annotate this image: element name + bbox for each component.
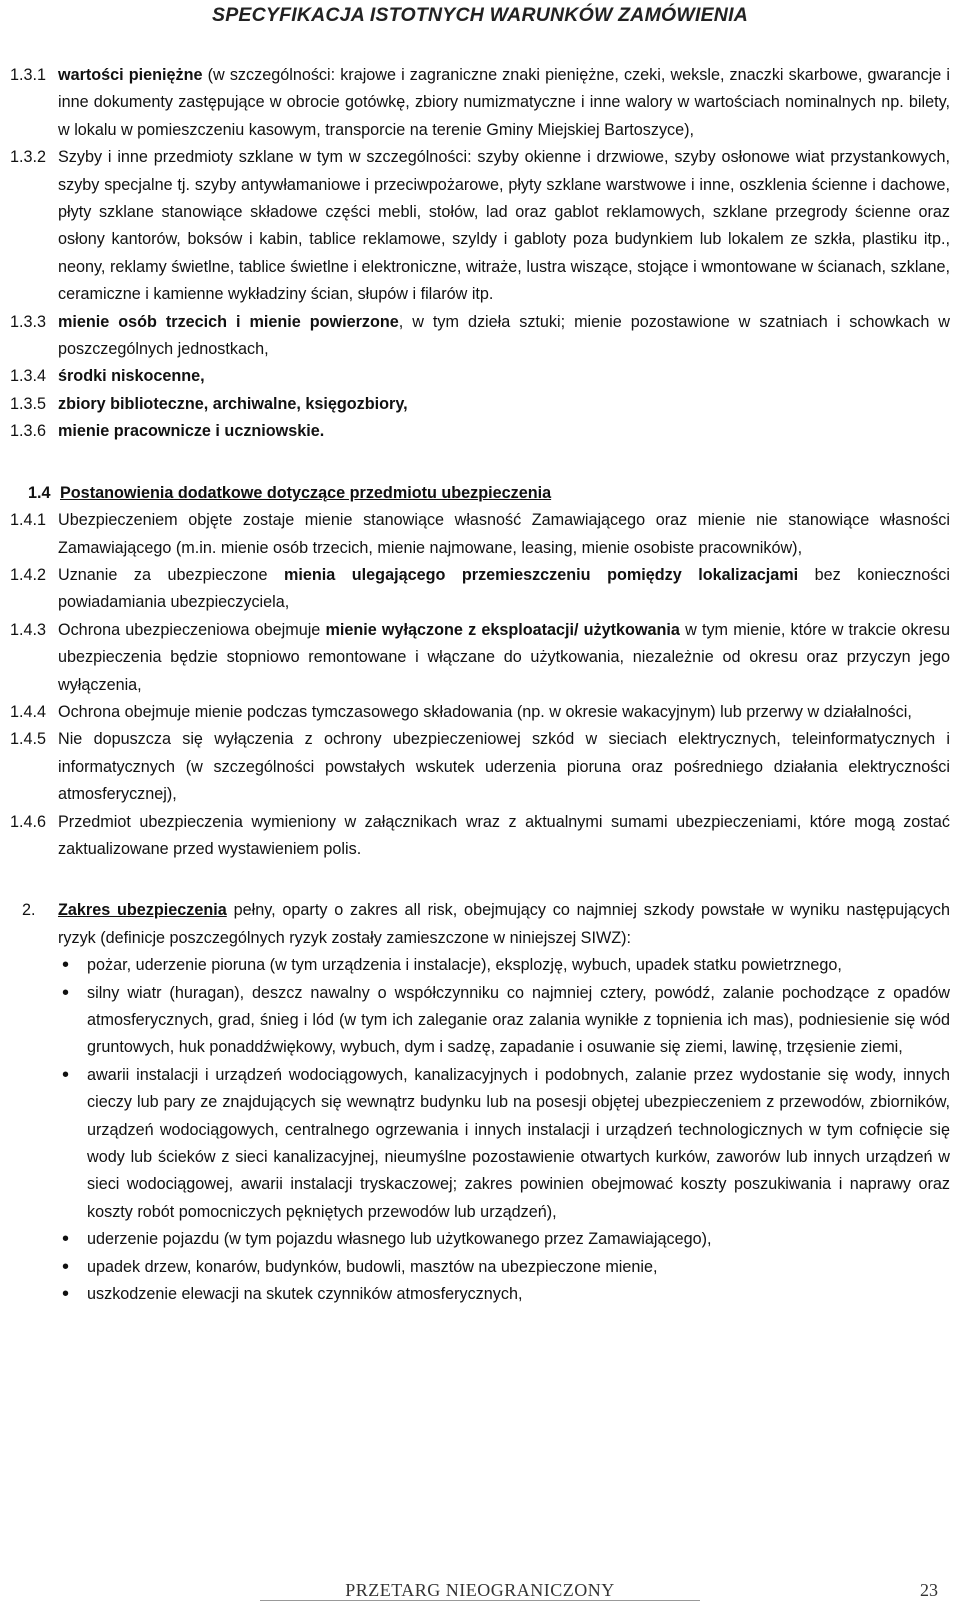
item-text-pre: Ochrona obejmuje mienie podczas tymczasowego składowania (np. w okresie wakacyjnym) lub przerwy w działalności,: [58, 702, 912, 721]
bullet-icon: •: [62, 981, 70, 1004]
item-number: 1.4.2: [10, 565, 47, 584]
item-text: [58, 62, 950, 144]
item-text: [58, 418, 950, 445]
bullet-item: [58, 1062, 950, 1226]
item-bold-text: zbiory biblioteczne, archiwalne, księgozbiory,: [58, 394, 408, 413]
bullet-text: pożar, uderzenie pioruna (w tym urządzenia i instalacje), eksplozję, wybuch, upadek statku powietrznego,: [87, 956, 842, 975]
item-text-post: bez konieczności powiadamiania ubezpieczyciela,: [58, 565, 950, 612]
bullet-text: upadek drzew, konarów, budynków, budowli, masztów na ubezpieczone mienie,: [87, 1257, 658, 1276]
item-bold-text: mienie pracownicze i uczniowskie.: [58, 422, 325, 441]
bullet-icon: •: [62, 1255, 70, 1278]
bullet-item: [58, 1281, 950, 1308]
document-body: [10, 62, 950, 1308]
risk-bullet-list: [58, 952, 950, 1308]
item-text: [58, 144, 950, 308]
list-item: [10, 363, 950, 390]
footer-label: PRZETARG NIEOGRANICZONY: [345, 1580, 615, 1600]
list-item: [10, 309, 950, 364]
item-number: 1.4.6: [10, 812, 47, 831]
item-number: 1.3.3: [10, 312, 47, 331]
item-bold-text: środki niskocenne,: [58, 367, 205, 386]
item-text: [58, 726, 950, 808]
item-text: [58, 391, 950, 418]
list-item: [10, 62, 950, 144]
item-text: [58, 309, 950, 364]
section-text: [58, 897, 950, 952]
section-1-4-list: [10, 507, 950, 863]
spacer: [10, 863, 950, 897]
bullet-icon: •: [62, 1228, 70, 1251]
item-bold-text: mienie osób trzecich i mienie powierzone: [58, 312, 399, 331]
item-text: [58, 617, 950, 699]
item-text-post: w tym mienie, które w trakcie okresu ubezpieczenia będzie stopniowo remontowane i włączane do użytkowania, niezależnie od okresu oraz przyczyn jego wyłączenia,: [58, 620, 950, 694]
item-bold-text: wartości pieniężne: [58, 66, 203, 84]
list-item: [10, 144, 950, 308]
bullet-item: [58, 952, 950, 979]
bullet-item: [58, 980, 950, 1062]
section-2-intro: [10, 897, 950, 952]
list-item: [10, 418, 950, 445]
item-number: 1.4.3: [10, 620, 47, 639]
spacer: [10, 446, 950, 480]
bullet-item: [58, 1254, 950, 1281]
item-number: 1.3.6: [10, 422, 47, 441]
bullet-text: silny wiatr (huragan), deszcz nawalny o współczynniku co najmniej cztery, powódź, zalanie pochodzące z opadów atmosferycznych, grad, śnieg i lód (w tym ich zaleganie oraz zalania wynikłe z topnienia ich mas), podniesienie się wód gruntowych, huk ponaddźwiękowy, wybuch, dym i sadzę, zapadanie i osuwanie się ziemi, lawinę, trzęsienie ziemi,: [87, 983, 950, 1057]
bullet-icon: •: [62, 1283, 70, 1306]
bullet-icon: •: [62, 954, 70, 977]
item-number: 1.4.1: [10, 511, 47, 530]
item-text-pre: Ubezpieczeniem objęte zostaje mienie stanowiące własność Zamawiającego oraz mienie nie stanowiące własności Zamawiającego (m.in. mienie osób trzecich, mienie najmowane, leasing, mienie osobiste pracowników),: [58, 511, 950, 557]
item-text: [58, 562, 950, 617]
list-item: [10, 809, 950, 864]
item-text-pre: Ochrona ubezpieczeniowa obejmuje: [58, 620, 326, 639]
item-text: [58, 699, 950, 726]
list-item: [10, 699, 950, 726]
section-number: 2.: [22, 901, 36, 920]
item-rest-text: , w tym dzieła sztuki; mienie pozostawione w szatniach i schowkach w poszczególnych jednostkach,: [58, 312, 950, 359]
item-number: 1.3.1: [10, 66, 47, 84]
item-text: [58, 363, 950, 390]
item-text-pre: Uznanie za ubezpieczone: [58, 565, 284, 584]
list-item: [10, 562, 950, 617]
page-number: 23: [920, 1580, 938, 1600]
item-text: [58, 809, 950, 864]
item-number: 1.4.4: [10, 702, 47, 721]
item-text-pre: Nie dopuszcza się wyłączenia z ochrony ubezpieczeniowej szkód w sieciach elektrycznych, teleinformatycznych i informatycznych (w szczególności powstałych wskutek uderzenia pioruna oraz pośredniego działania elektryczności atmosferycznej),: [58, 730, 950, 804]
list-item: [10, 726, 950, 808]
bullet-text: uszkodzenie elewacji na skutek czynników atmosferycznych,: [87, 1285, 523, 1304]
list-item: [10, 617, 950, 699]
bullet-text: uderzenie pojazdu (w tym pojazdu własnego lub użytkowanego przez Zamawiającego),: [87, 1230, 712, 1249]
item-number: 1.3.4: [10, 367, 47, 386]
list-item: [10, 507, 950, 562]
document-header: SPECYFIKACJA ISTOTNYCH WARUNKÓW ZAMÓWIENIA: [212, 4, 748, 26]
list-item: [10, 391, 950, 418]
item-rest-text: Szyby i inne przedmioty szklane w tym w szczególności: szyby okienne i drzwiowe, szyby osłonowe wiat przystankowych, szyby specjalne tj. szyby antywłamaniowe i przeciwpożarowe, płyty szklane warstwowe i inne, oszklenia ścienne i dachowe, płyty szklane stanowiące składowe części mebli, stołów, lad oraz gablot reklamowych, szklane przegrody ścienne oraz osłony kantorów, boksów i kabin, tablice reklamowe, szyldy i gabloty poza budynkiem lub lokalem ze szkła, plastiku itp., neony, reklamy świetlne, tablice świetlne i elektroniczne, witraże, lustra wiszące, stojące i wmontowane w ścianach, szklane, ceramiczne i kamienne wykładziny ścian, słupów i filarów itp.: [58, 148, 950, 304]
section-1-3-list: [10, 62, 950, 446]
bullet-text: awarii instalacji i urządzeń wodociągowych, kanalizacyjnych i podobnych, zalanie przez wydostanie się wody, innych cieczy lub pary ze znajdujących się wewnątrz budynku lub na posesji objętej ubezpieczeniem z przewodów, zbiorników, urządzeń wodociągowych, centralnego ogrzewania i innych instalacji i urządzeń technologicznych w tym cofnięcie się wody lub ścieków z sieci kanalizacyjnej, nieumyślne pozostawienie otwartych kurków, zaworów lub innych urządzeń w sieci wodociągowej, awarii instalacji tryskaczowej; zakres powinien obejmować koszty poszukiwania i naprawy oraz koszty robót pomocniczych pękniętych przewodów lub urządzeń),: [87, 1065, 950, 1221]
item-number: 1.3.2: [10, 148, 47, 167]
section-rest-text: pełny, oparty o zakres all risk, obejmujący co najmniej szkody powstałe w wyniku następujących ryzyk (definicje poszczególnych ryzyk zostały zamieszczone w niniejszej SIWZ):: [58, 901, 950, 947]
item-number: 1.4.5: [10, 730, 47, 749]
section-title: Postanowienia dodatkowe dotyczące przedmiotu ubezpieczenia: [60, 483, 552, 502]
section-heading-1-4: [10, 480, 950, 507]
section-title: Zakres ubezpieczenia: [58, 901, 227, 920]
item-bold-text: mienia ulegającego przemieszczeniu pomiędzy lokalizacjami: [283, 565, 799, 584]
item-number: 1.3.5: [10, 394, 47, 413]
item-text-pre: Przedmiot ubezpieczenia wymieniony w załącznikach wraz z aktualnymi sumami ubezpieczeniami, które mogą zostać zaktualizowane przed wystawieniem polis.: [58, 812, 950, 858]
bullet-item: [58, 1226, 950, 1253]
item-bold-text: mienie wyłączone z eksploatacji/ użytkowania: [325, 620, 680, 639]
section-number: 1.4: [28, 483, 51, 502]
bullet-icon: •: [62, 1063, 70, 1086]
item-text: [58, 507, 950, 562]
item-rest-text: (w szczególności: krajowe i zagraniczne znaki pieniężne, czeki, weksle, znaczki skarbowe, gwarancje i inne dokumenty zastępujące w obrocie gotówkę, zbiory numizmatyczne i inne walory w wartościach nominalnych np. bilety, w lokalu w pomieszczeniu kasowym, transporcie na terenie Gminy Miejskiej Bartoszyce),: [58, 66, 950, 139]
